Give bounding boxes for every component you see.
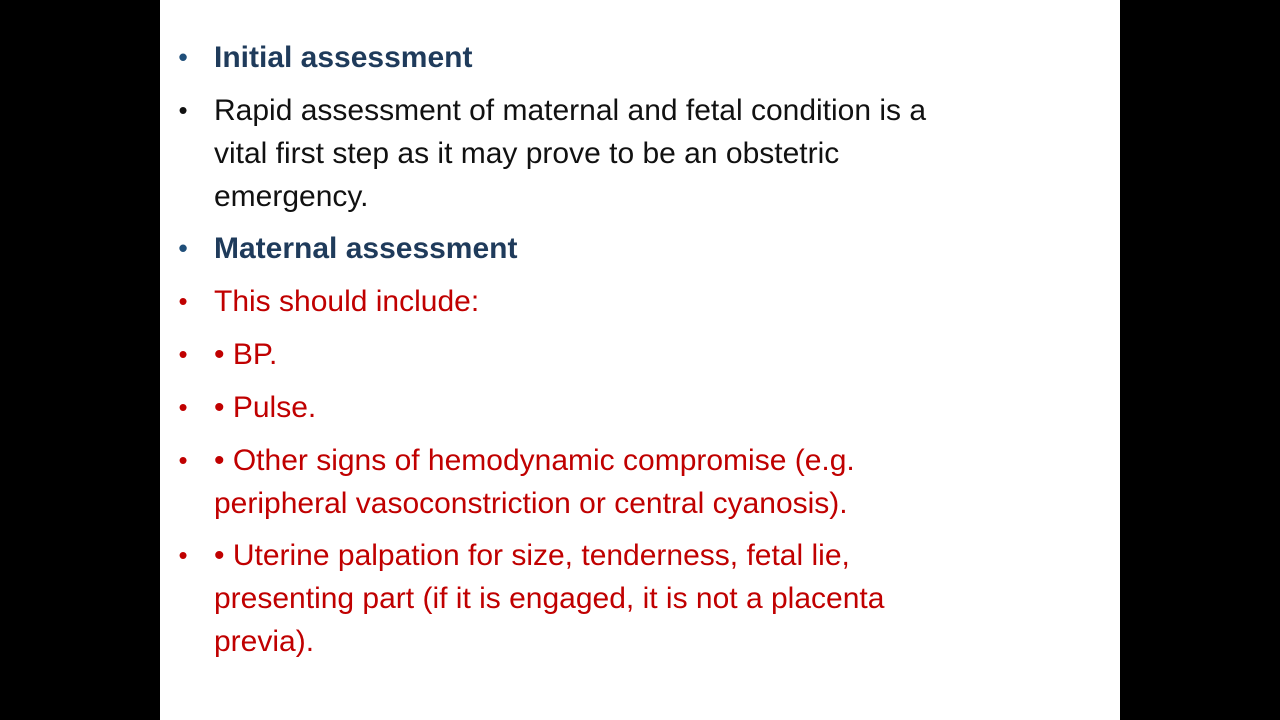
bullet-marker: • bbox=[178, 392, 188, 422]
text-line: • Uterine palpation for size, tenderness, fetal lie, bbox=[214, 539, 850, 572]
bullet-text bbox=[214, 227, 1094, 270]
text-line: previa). bbox=[214, 625, 315, 658]
text-line: Rapid assessment of maternal and fetal condition is a bbox=[214, 94, 927, 127]
bullet-marker: • bbox=[178, 540, 188, 570]
text-line: presenting part (if it is engaged, it is not a placenta bbox=[214, 582, 885, 615]
bullet-marker: • bbox=[178, 42, 188, 72]
bullet-list bbox=[160, 0, 1120, 720]
bullet-marker: • bbox=[178, 286, 188, 316]
bullet-marker: • bbox=[178, 339, 188, 369]
text-line: vital first step as it may prove to be an obstetric bbox=[214, 137, 840, 170]
bullet-text bbox=[214, 280, 1094, 323]
text-line: peripheral vasoconstriction or central cyanosis). bbox=[214, 487, 848, 520]
bullet-text bbox=[214, 439, 1094, 525]
bullet-text bbox=[214, 89, 1094, 218]
text-line: Initial assessment bbox=[214, 41, 473, 74]
bullet-marker: • bbox=[178, 95, 188, 125]
slide bbox=[160, 0, 1120, 720]
bullet-marker: • bbox=[178, 445, 188, 475]
bullet-text bbox=[214, 36, 1094, 79]
text-line: Maternal assessment bbox=[214, 232, 518, 265]
text-line: • Pulse. bbox=[214, 391, 317, 424]
bullet-text bbox=[214, 386, 1094, 429]
bullet-text bbox=[214, 534, 1094, 663]
bullet-text bbox=[214, 333, 1094, 376]
text-line: This should include: bbox=[214, 285, 480, 318]
text-line: emergency. bbox=[214, 180, 369, 213]
text-line: • Other signs of hemodynamic compromise (e.g. bbox=[214, 444, 855, 477]
bullet-marker: • bbox=[178, 233, 188, 263]
text-line: • BP. bbox=[214, 338, 278, 371]
